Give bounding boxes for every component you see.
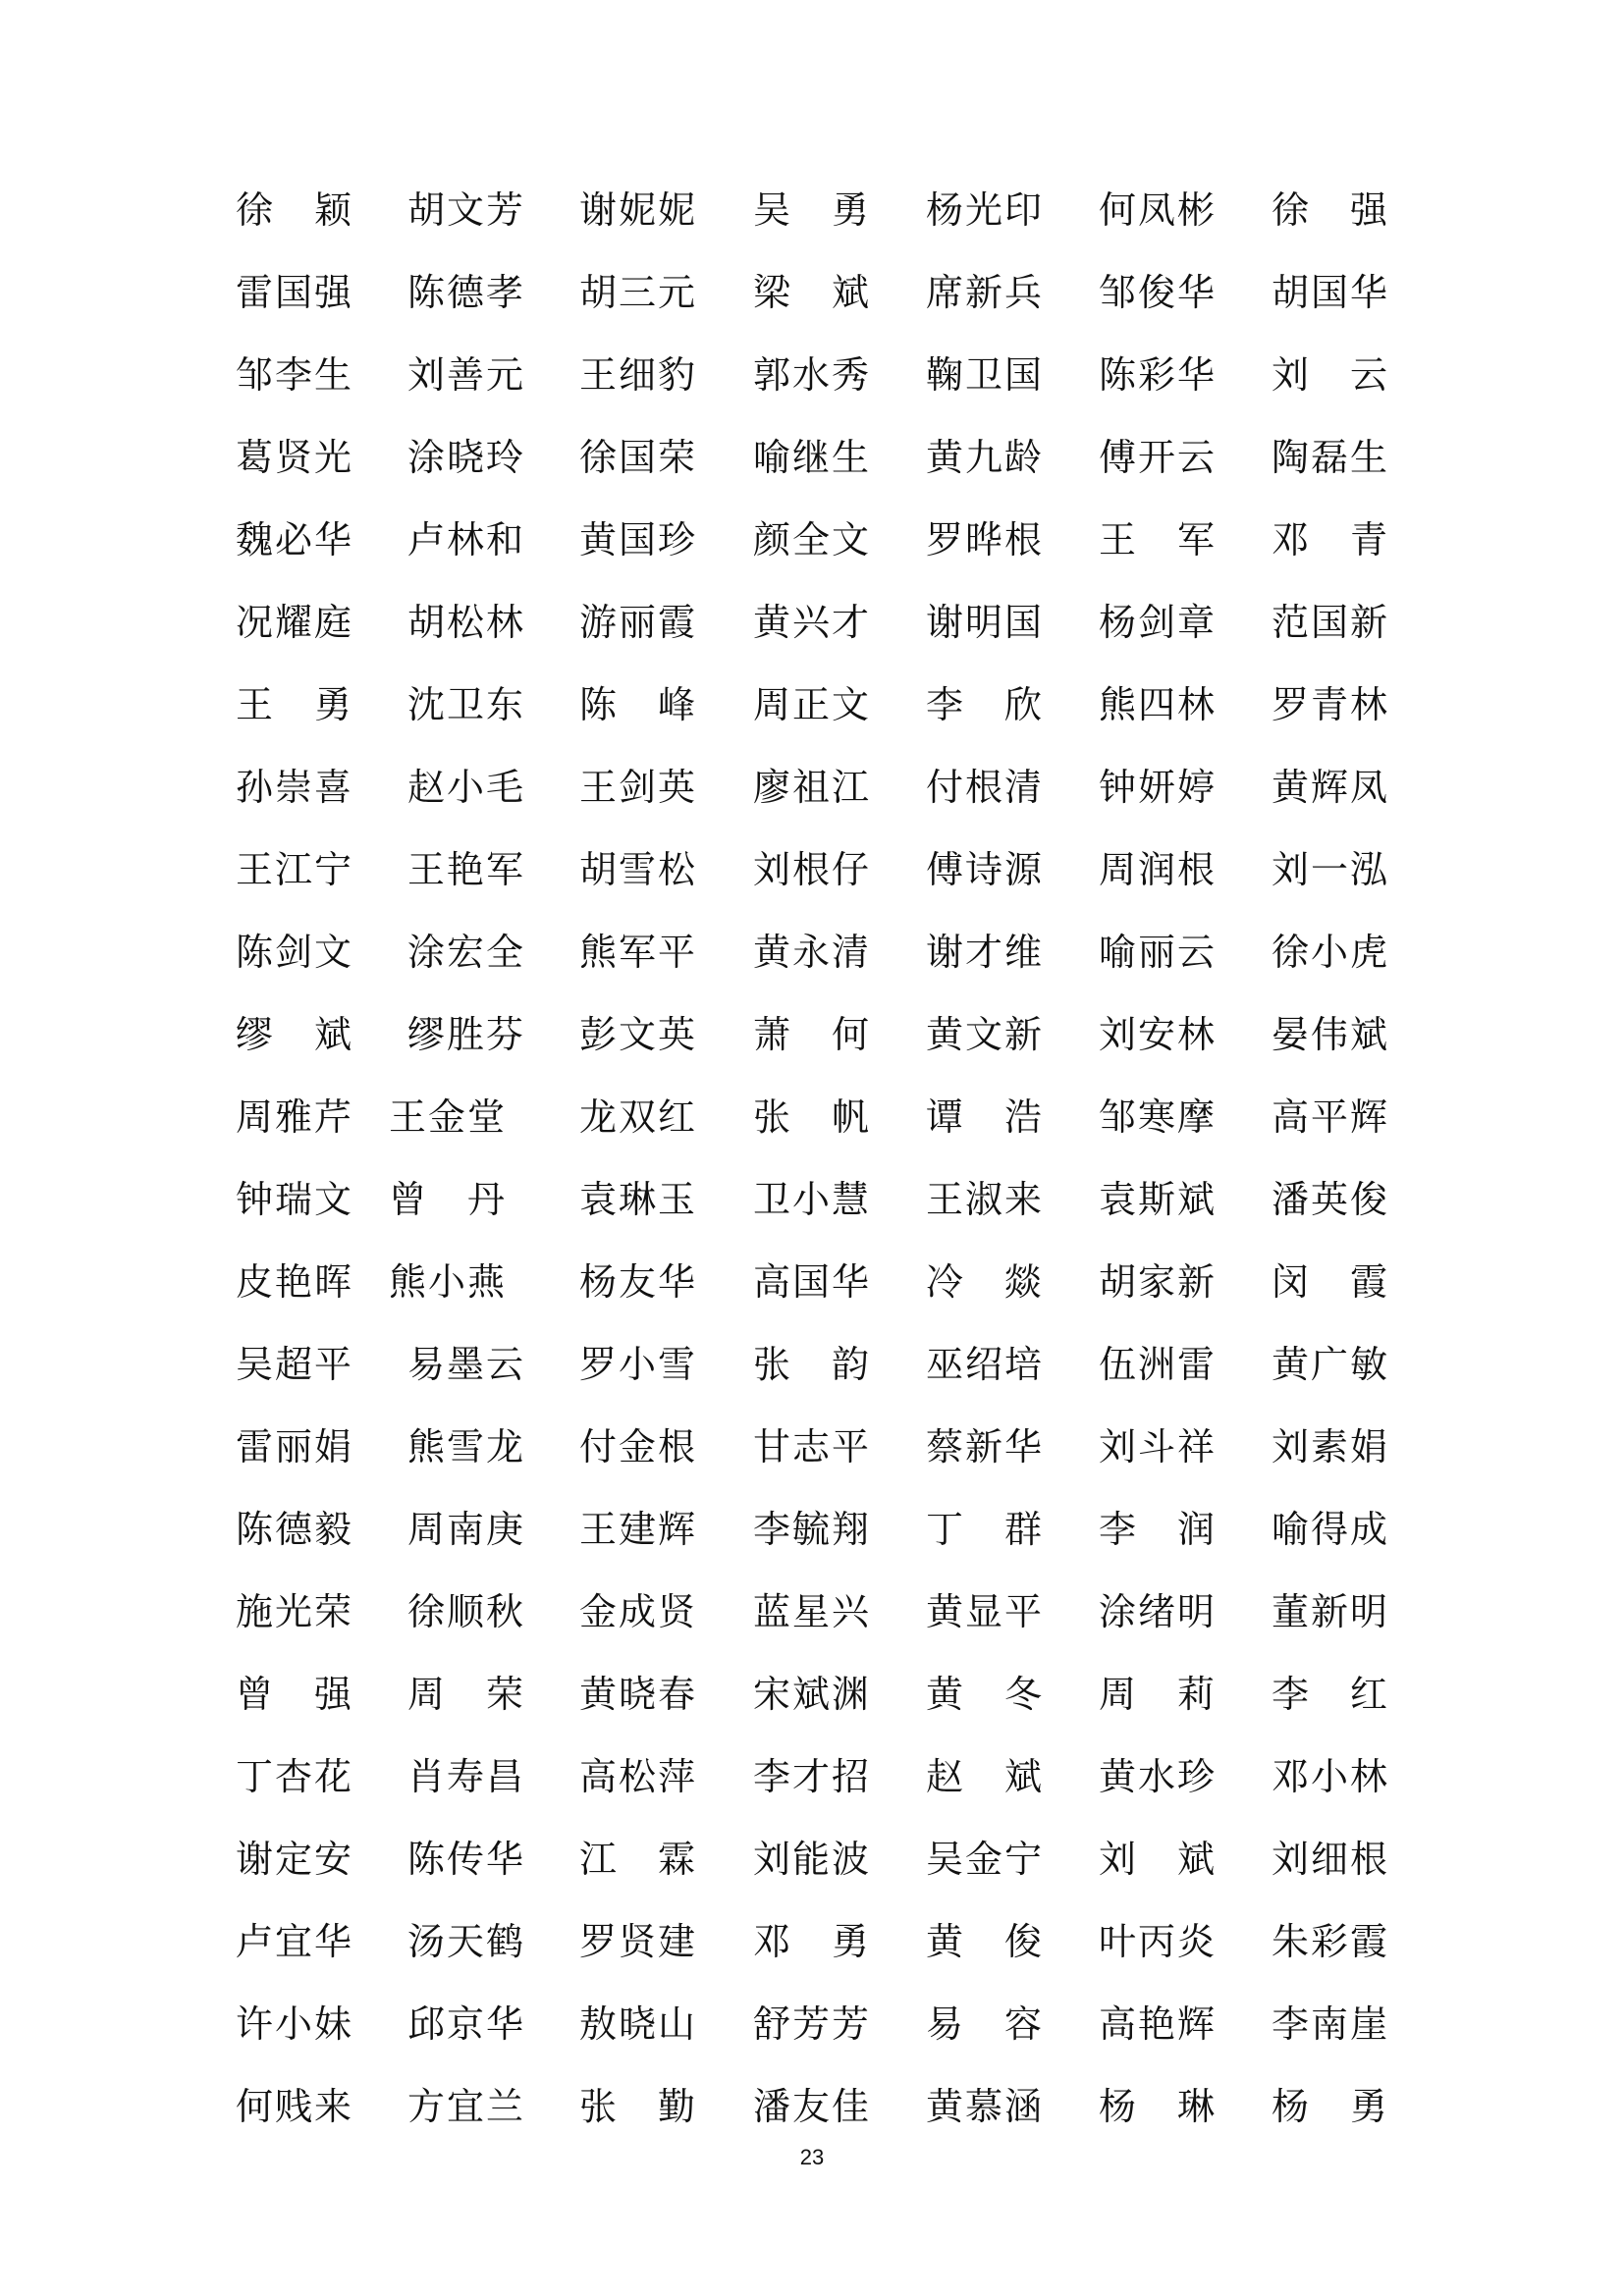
person-name: 黄 广 敏 [1272, 1343, 1387, 1386]
person-name: 黄 俊 [926, 1920, 1042, 1963]
person-name: 高 平 辉 [1272, 1095, 1387, 1139]
person-name: 胡 松 林 [407, 601, 523, 644]
person-name: 邓 勇 [753, 1920, 869, 1963]
name-row [236, 1488, 1394, 1571]
person-name: 喻 得 成 [1272, 1508, 1387, 1551]
person-name: 范 国 新 [1272, 601, 1387, 644]
person-name: 冷 燚 [926, 1260, 1042, 1304]
person-name: 熊 四 林 [1099, 683, 1215, 726]
person-name: 杨 光 印 [926, 188, 1042, 232]
person-name: 刘 斗 祥 [1099, 1425, 1215, 1468]
name-row [236, 1653, 1394, 1735]
person-name: 王 军 [1099, 518, 1215, 561]
person-name: 易 墨 云 [407, 1343, 523, 1386]
person-name: 何 贱 来 [236, 2085, 352, 2128]
person-name: 黄 九 龄 [926, 436, 1042, 479]
person-name: 黄 水 珍 [1099, 1755, 1215, 1798]
person-name: 廖 祖 江 [753, 766, 869, 809]
name-row [236, 169, 1394, 251]
person-name: 付 根 清 [926, 766, 1042, 809]
person-name: 李 毓 翔 [753, 1508, 869, 1551]
person-name: 赵 小 毛 [407, 766, 523, 809]
name-row [236, 664, 1394, 746]
person-name: 徐 国 荣 [579, 436, 695, 479]
name-row [236, 1983, 1394, 2065]
person-name: 胡 文 芳 [407, 188, 523, 232]
person-name: 袁 斯 斌 [1099, 1178, 1215, 1221]
name-row [236, 1571, 1394, 1653]
person-name: 黄 显 平 [926, 1590, 1042, 1633]
person-name: 高 松 萍 [579, 1755, 695, 1798]
person-name: 陶 磊 生 [1272, 436, 1387, 479]
name-row [236, 828, 1394, 911]
person-name: 潘 英 俊 [1272, 1178, 1387, 1221]
person-name: 黄 兴 才 [753, 601, 869, 644]
person-name: 熊 小 燕 [389, 1260, 505, 1304]
person-name: 杨 剑 章 [1099, 601, 1215, 644]
person-name: 许 小 妹 [236, 2002, 352, 2046]
person-name: 王 细 豹 [579, 353, 695, 397]
name-row [236, 746, 1394, 828]
person-name: 汤 天 鹤 [407, 1920, 523, 1963]
person-name: 邓 青 [1272, 518, 1387, 561]
person-name: 陈 剑 文 [236, 931, 352, 974]
person-name: 巫 绍 培 [926, 1343, 1042, 1386]
person-name: 龙 双 红 [579, 1095, 695, 1139]
person-name: 伍 洲 雷 [1099, 1343, 1215, 1386]
person-name: 吴 超 平 [236, 1343, 352, 1386]
person-name: 席 新 兵 [926, 271, 1042, 314]
person-name: 卢 宜 华 [236, 1920, 352, 1963]
person-name: 陈 传 华 [407, 1838, 523, 1881]
person-name: 甘 志 平 [753, 1425, 869, 1468]
page-number: 23 [799, 2145, 825, 2169]
person-name: 皮 艳 晖 [236, 1260, 352, 1304]
name-row [236, 1323, 1394, 1406]
person-name: 张 韵 [753, 1343, 869, 1386]
person-name: 周 润 根 [1099, 848, 1215, 891]
person-name: 胡 家 新 [1099, 1260, 1215, 1304]
person-name: 杨 友 华 [579, 1260, 695, 1304]
person-name: 颜 全 文 [753, 518, 869, 561]
person-name: 易 容 [926, 2002, 1042, 2046]
person-name: 葛 贤 光 [236, 436, 352, 479]
person-name: 周 荣 [407, 1673, 523, 1716]
person-name: 陈 彩 华 [1099, 353, 1215, 397]
person-name: 胡 三 元 [579, 271, 695, 314]
person-name: 曾 强 [236, 1673, 352, 1716]
person-name: 何 凤 彬 [1099, 188, 1215, 232]
person-name: 吴 金 宁 [926, 1838, 1042, 1881]
person-name: 周 莉 [1099, 1673, 1215, 1716]
name-row [236, 416, 1394, 499]
person-name: 江 霖 [579, 1838, 695, 1881]
person-name: 鞠 卫 国 [926, 353, 1042, 397]
person-name: 付 金 根 [579, 1425, 695, 1468]
person-name: 梁 斌 [753, 271, 869, 314]
person-name: 钟 瑞 文 [236, 1178, 352, 1221]
person-name: 陈 德 孝 [407, 271, 523, 314]
person-name: 况 耀 庭 [236, 601, 352, 644]
person-name: 周 正 文 [753, 683, 869, 726]
person-name: 张 勤 [579, 2085, 695, 2128]
person-name: 刘 善 元 [407, 353, 523, 397]
name-row [236, 499, 1394, 581]
person-name: 卢 林 和 [407, 518, 523, 561]
person-name: 王 剑 英 [579, 766, 695, 809]
person-name: 熊 军 平 [579, 931, 695, 974]
person-name: 李 南 崖 [1272, 2002, 1387, 2046]
person-name: 叶 丙 炎 [1099, 1920, 1215, 1963]
person-name: 傅 诗 源 [926, 848, 1042, 891]
person-name: 罗 晔 根 [926, 518, 1042, 561]
person-name: 高 国 华 [753, 1260, 869, 1304]
person-name: 胡 雪 松 [579, 848, 695, 891]
person-name: 刘 能 波 [753, 1838, 869, 1881]
person-name: 刘 安 林 [1099, 1013, 1215, 1056]
person-name: 刘 素 娟 [1272, 1425, 1387, 1468]
name-row [236, 1158, 1394, 1241]
person-name: 王 淑 来 [926, 1178, 1042, 1221]
person-name: 李 红 [1272, 1673, 1387, 1716]
person-name: 李 欣 [926, 683, 1042, 726]
person-name: 黄 晓 春 [579, 1673, 695, 1716]
name-row [236, 1076, 1394, 1158]
person-name: 邹 李 生 [236, 353, 352, 397]
person-name: 邓 小 林 [1272, 1755, 1387, 1798]
person-name: 钟 妍 婷 [1099, 766, 1215, 809]
person-name: 宋 斌 渊 [753, 1673, 869, 1716]
name-row [236, 911, 1394, 993]
person-name: 肖 寿 昌 [407, 1755, 523, 1798]
person-name: 丁 杏 花 [236, 1755, 352, 1798]
person-name: 邱 京 华 [407, 2002, 523, 2046]
person-name: 黄 文 新 [926, 1013, 1042, 1056]
person-name: 施 光 荣 [236, 1590, 352, 1633]
person-name: 卫 小 慧 [753, 1178, 869, 1221]
person-name: 游 丽 霞 [579, 601, 695, 644]
person-name: 舒 芳 芳 [753, 2002, 869, 2046]
person-name: 雷 丽 娟 [236, 1425, 352, 1468]
name-row [236, 1900, 1394, 1983]
person-name: 涂 绪 明 [1099, 1590, 1215, 1633]
person-name: 刘 根 仔 [753, 848, 869, 891]
person-name: 谢 才 维 [926, 931, 1042, 974]
name-row [236, 581, 1394, 664]
person-name: 吴 勇 [753, 188, 869, 232]
person-name: 刘 细 根 [1272, 1838, 1387, 1881]
person-name: 谢 定 安 [236, 1838, 352, 1881]
person-name: 周 南 庚 [407, 1508, 523, 1551]
person-name: 谭 浩 [926, 1095, 1042, 1139]
person-name: 罗 小 雪 [579, 1343, 695, 1386]
name-row [236, 251, 1394, 334]
person-name: 魏 必 华 [236, 518, 352, 561]
person-name: 傅 开 云 [1099, 436, 1215, 479]
person-name: 邹 俊 华 [1099, 271, 1215, 314]
person-name: 蓝 星 兴 [753, 1590, 869, 1633]
person-name: 徐 顺 秋 [407, 1590, 523, 1633]
person-name: 陈 德 毅 [236, 1508, 352, 1551]
person-name: 徐 颖 [236, 188, 352, 232]
person-name: 潘 友 佳 [753, 2085, 869, 2128]
person-name: 金 成 贤 [579, 1590, 695, 1633]
name-row [236, 1735, 1394, 1818]
name-list [236, 169, 1394, 2148]
person-name: 曾 丹 [389, 1178, 505, 1221]
person-name: 黄 辉 凤 [1272, 766, 1387, 809]
person-name: 王 江 宁 [236, 848, 352, 891]
person-name: 李 才 招 [753, 1755, 869, 1798]
person-name: 刘 斌 [1099, 1838, 1215, 1881]
person-name: 王 金 堂 [389, 1095, 505, 1139]
person-name: 雷 国 强 [236, 271, 352, 314]
person-name: 邹 寒 摩 [1099, 1095, 1215, 1139]
person-name: 王 艳 军 [407, 848, 523, 891]
person-name: 郭 水 秀 [753, 353, 869, 397]
person-name: 谢 妮 妮 [579, 188, 695, 232]
person-name: 缪 斌 [236, 1013, 352, 1056]
person-name: 丁 群 [926, 1508, 1042, 1551]
person-name: 张 帆 [753, 1095, 869, 1139]
person-name: 罗 青 林 [1272, 683, 1387, 726]
person-name: 罗 贤 建 [579, 1920, 695, 1963]
person-name: 喻 丽 云 [1099, 931, 1215, 974]
person-name: 胡 国 华 [1272, 271, 1387, 314]
person-name: 陈 峰 [579, 683, 695, 726]
person-name: 沈 卫 东 [407, 683, 523, 726]
person-name: 赵 斌 [926, 1755, 1042, 1798]
person-name: 黄 冬 [926, 1673, 1042, 1716]
person-name: 黄 国 珍 [579, 518, 695, 561]
person-name: 喻 继 生 [753, 436, 869, 479]
person-name: 杨 勇 [1272, 2085, 1387, 2128]
person-name: 杨 琳 [1099, 2085, 1215, 2128]
person-name: 孙 崇 喜 [236, 766, 352, 809]
person-name: 刘 一 泓 [1272, 848, 1387, 891]
person-name: 熊 雪 龙 [407, 1425, 523, 1468]
person-name: 闵 霞 [1272, 1260, 1387, 1304]
name-row [236, 334, 1394, 416]
person-name: 袁 琳 玉 [579, 1178, 695, 1221]
person-name: 徐 强 [1272, 188, 1387, 232]
person-name: 李 润 [1099, 1508, 1215, 1551]
name-row [236, 993, 1394, 1076]
person-name: 黄 慕 涵 [926, 2085, 1042, 2128]
name-row [236, 1818, 1394, 1900]
person-name: 涂 晓 玲 [407, 436, 523, 479]
person-name: 王 勇 [236, 683, 352, 726]
person-name: 彭 文 英 [579, 1013, 695, 1056]
person-name: 黄 永 清 [753, 931, 869, 974]
person-name: 涂 宏 全 [407, 931, 523, 974]
person-name: 王 建 辉 [579, 1508, 695, 1551]
person-name: 蔡 新 华 [926, 1425, 1042, 1468]
person-name: 徐 小 虎 [1272, 931, 1387, 974]
person-name: 谢 明 国 [926, 601, 1042, 644]
person-name: 敖 晓 山 [579, 2002, 695, 2046]
name-row [236, 1241, 1394, 1323]
name-row [236, 1406, 1394, 1488]
person-name: 刘 云 [1272, 353, 1387, 397]
person-name: 高 艳 辉 [1099, 2002, 1215, 2046]
person-name: 董 新 明 [1272, 1590, 1387, 1633]
person-name: 方 宜 兰 [407, 2085, 523, 2128]
person-name: 周 雅 芹 [236, 1095, 352, 1139]
person-name: 缪 胜 芬 [407, 1013, 523, 1056]
person-name: 萧 何 [753, 1013, 869, 1056]
name-row [236, 2065, 1394, 2148]
person-name: 晏 伟 斌 [1272, 1013, 1387, 1056]
person-name: 朱 彩 霞 [1272, 1920, 1387, 1963]
